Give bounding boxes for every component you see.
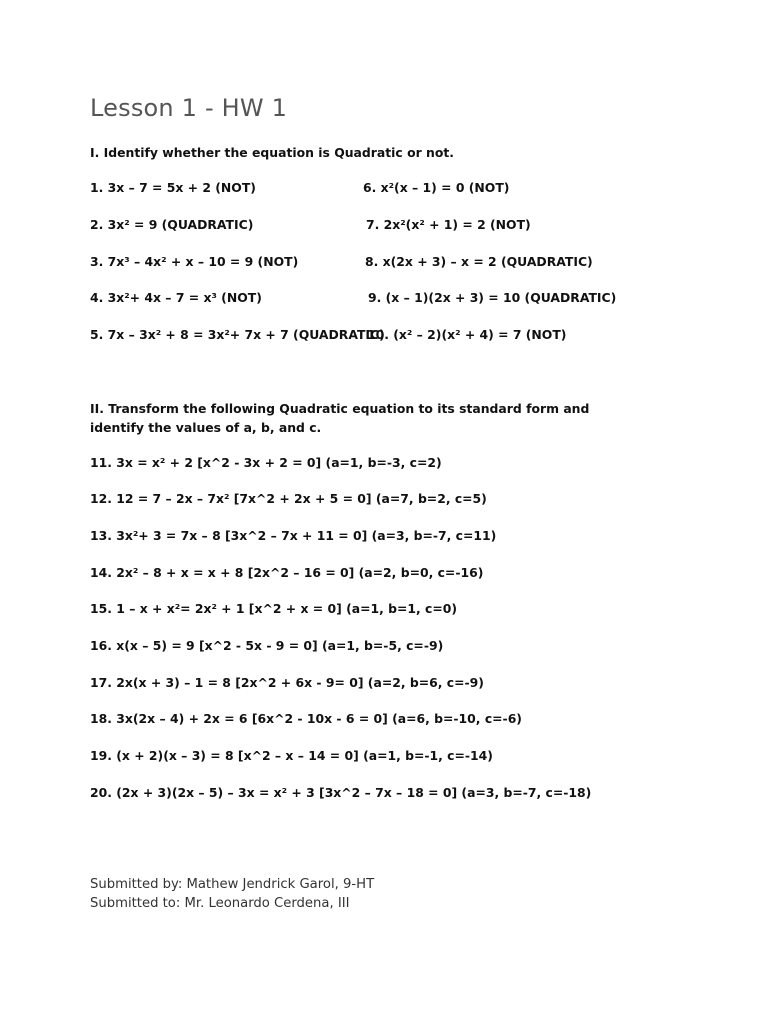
part1-item-2: 2. 3x² = 9 (QUADRATIC): [90, 217, 254, 232]
part1-item-8: 8. x(2x + 3) – x = 2 (QUADRATIC): [365, 254, 593, 269]
submitted-by: Submitted by: Mathew Jendrick Garol, 9-HT: [90, 877, 375, 892]
part2-item-12: 12. 12 = 7 – 2x – 7x² [7x^2 + 2x + 5 = 0] (a=7, b=2, c=5): [90, 491, 487, 506]
part2-item-11: 11. 3x = x² + 2 [x^2 - 3x + 2 = 0] (a=1, b=-3, c=2): [90, 455, 442, 470]
part2-item-20: 20. (2x + 3)(2x – 5) – 3x = x² + 3 [3x^2 – 7x – 18 = 0] (a=3, b=-7, c=-18): [90, 785, 592, 800]
page-title: Lesson 1 - HW 1: [90, 94, 288, 122]
part2-item-18: 18. 3x(2x – 4) + 2x = 6 [6x^2 - 10x - 6 = 0] (a=6, b=-10, c=-6): [90, 711, 522, 726]
part1-item-7: 7. 2x²(x² + 1) = 2 (NOT): [366, 217, 531, 232]
part1-item-4: 4. 3x²+ 4x – 7 = x³ (NOT): [90, 290, 262, 305]
part2-item-15: 15. 1 – x + x²= 2x² + 1 [x^2 + x = 0] (a=1, b=1, c=0): [90, 601, 458, 616]
part1-item-5: 5. 7x – 3x² + 8 = 3x²+ 7x + 7 (QUADRATIC): [90, 327, 385, 342]
part1-item-1: 1. 3x – 7 = 5x + 2 (NOT): [90, 180, 256, 195]
part1-heading: I. Identify whether the equation is Quadratic or not.: [90, 145, 454, 160]
submitted-to: Submitted to: Mr. Leonardo Cerdena, III: [90, 896, 350, 911]
part2-item-19: 19. (x + 2)(x – 3) = 8 [x^2 – x – 14 = 0] (a=1, b=-1, c=-14): [90, 748, 493, 763]
part2-heading: II. Transform the following Quadratic equation to its standard form and identify the values of a, b, and c.: [90, 401, 590, 435]
part1-item-6: 6. x²(x – 1) = 0 (NOT): [363, 180, 510, 195]
part2-item-14: 14. 2x² – 8 + x = x + 8 [2x^2 – 16 = 0] (a=2, b=0, c=-16): [90, 565, 484, 580]
part1-item-3: 3. 7x³ – 4x² + x – 10 = 9 (NOT): [90, 254, 299, 269]
part2-item-16: 16. x(x – 5) = 9 [x^2 - 5x - 9 = 0] (a=1, b=-5, c=-9): [90, 638, 444, 653]
part1-item-10: 10. (x² – 2)(x² + 4) = 7 (NOT): [367, 327, 567, 342]
part2-item-17: 17. 2x(x + 3) – 1 = 8 [2x^2 + 6x - 9= 0] (a=2, b=6, c=-9): [90, 675, 484, 690]
part1-item-9: 9. (x – 1)(2x + 3) = 10 (QUADRATIC): [368, 290, 617, 305]
part2-item-13: 13. 3x²+ 3 = 7x – 8 [3x^2 – 7x + 11 = 0] (a=3, b=-7, c=11): [90, 528, 497, 543]
